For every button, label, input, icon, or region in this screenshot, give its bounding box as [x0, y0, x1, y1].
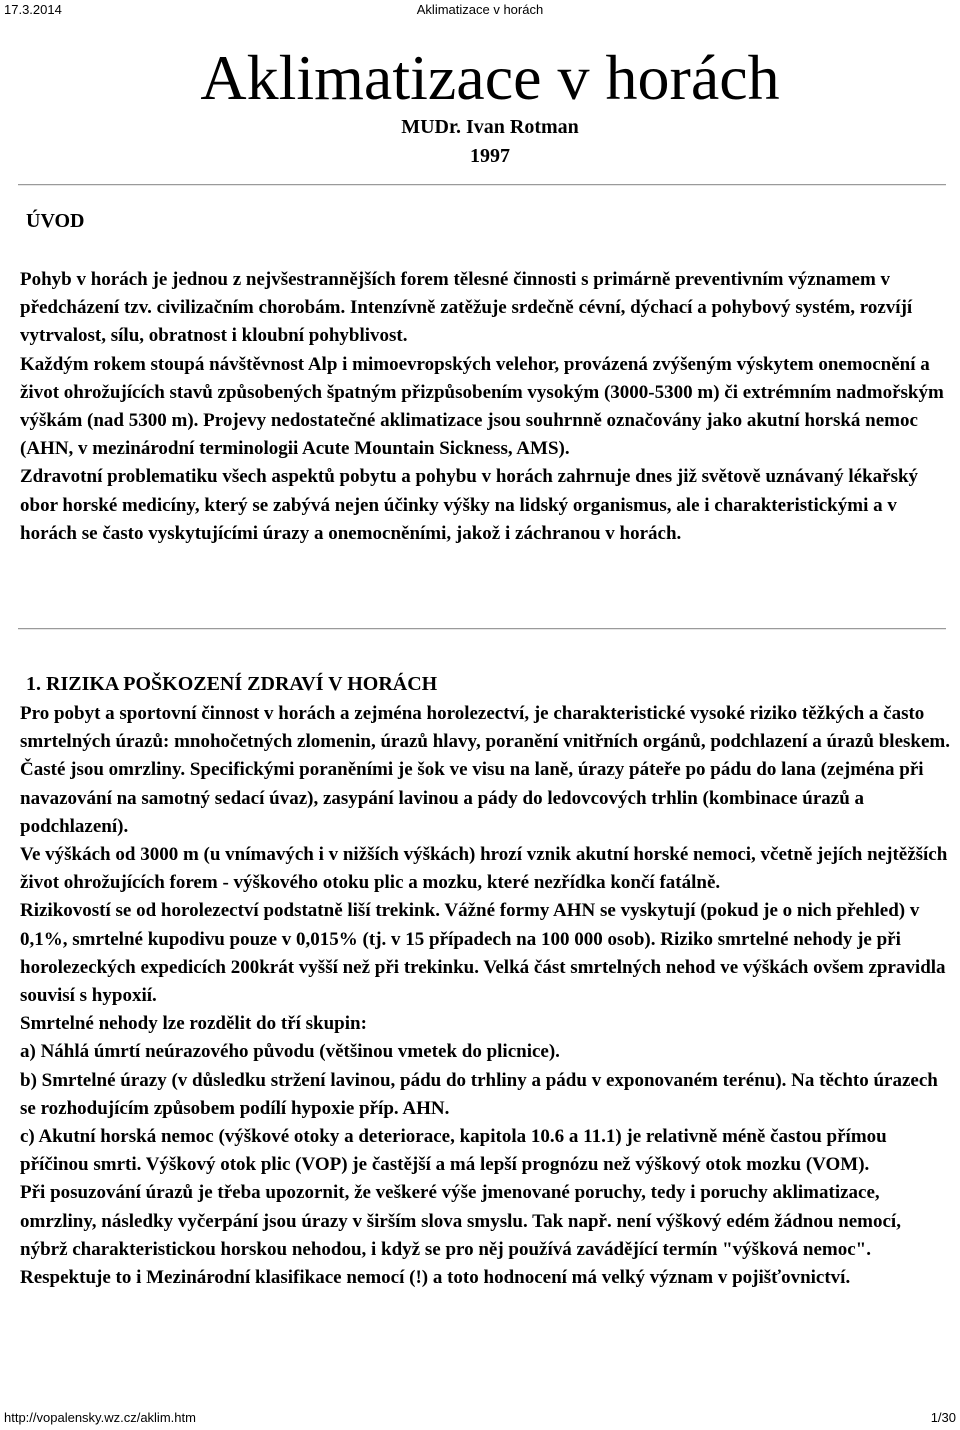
print-header	[0, 2, 960, 20]
author: MUDr. Ivan Rotman	[401, 116, 579, 138]
section-heading-rizika: 1. RIZIKA POŠKOZENÍ ZDRAVÍ V HORÁCH	[26, 673, 438, 695]
paragraph: Pro pobyt a sportovní činnost v horách a zejména horolezectví, je charakteristické vysoké riziko těžkých a často smrtelných úrazů: mnohočetných zlomenin, úrazů hlavy, poranění vnitřních orgánů, podchlazení a úrazů bleskem. Časté jsou omrzliny. Specifickými poraněními je šok ve visu na laně, úrazy páteře po pádu do lana (zejména při navazování na samotný sedací úvaz), zasypání lavinou a pády do ledovcových trhlin (kombinace úrazů a podchlazení).	[20, 703, 950, 837]
paragraph: Pohyb v horách je jednou z nejvšestrannějších forem tělesné činnosti s primárně preventivním významem v předcházení tzv. civilizačním chorobám. Intenzívně zatěžuje srdečně cévní, dýchací a pohybový systém, rozvíjí vytrvalost, sílu, obratnost i kloubní pohyblivost.	[20, 269, 913, 347]
print-url: http://vopalensky.wz.cz/aklim.htm	[4, 1410, 196, 1425]
paragraph: Zdravotní problematiku všech aspektů pobytu a pohybu v horách zahrnuje dnes již světově uznávaný lékařský obor horské medicíny, který se zabývá nejen účinky výšky na lidský organismus, ale i charakteristickými a v horách se často vyskytujícími úrazy a onemocněními, jakož i záchranou v horách.	[20, 466, 919, 544]
print-footer	[0, 1410, 960, 1428]
paragraph: b) Smrtelné úrazy (v důsledku stržení lavinou, pádu do trhliny a pádu v exponovaném terénu). Na těchto úrazech se rozhodujícím způsobem podílí hypoxie příp. AHN.	[20, 1069, 938, 1119]
divider	[18, 184, 946, 186]
section-uvod	[20, 266, 950, 548]
divider	[18, 628, 946, 630]
section-rizika	[20, 700, 950, 1292]
paragraph: Při posuzování úrazů je třeba upozornit, že veškeré výše jmenované poruchy, tedy i poruchy aklimatizace, omrzliny, následky vyčerpání jsou úrazy v širším slova smyslu. Tak např. není výškový edém žádnou nemocí, nýbrž charakteristickou horskou nehodou, i když se pro něj používá zavádějící termín "výšková nemoc". Respektuje to i Mezinárodní klasifikace nemocí (!) a toto hodnocení má velký význam v pojišťovnictví.	[20, 1182, 901, 1289]
paragraph: Každým rokem stoupá návštěvnost Alp i mimoevropských velehor, provázená zvýšeným výskytem onemocnění a život ohrožujících stavů způsobených špatným přizpůsobením vysokým (3000-5300 m) či extrémním nadmořským výškám (nad 5300 m). Projevy nedostatečné aklimatizace jsou souhrnně označovány jako akutní horská nemoc (AHN, v mezinárodní terminologii Acute Mountain Sickness, AMS).	[20, 353, 944, 460]
print-page-number: 1/30	[930, 1410, 956, 1425]
paragraph: Rizikovostí se od horolezectví podstatně liší trekink. Vážné formy AHN se vyskytují (pokud je o nich přehled) v 0,1%, smrtelné kupodivu pouze v 0,015% (tj. v 15 případech na 100 000 osob). Riziko smrtelné nehody je při horolezeckých expedicích 200krát vyšší než při trekinku. Velká část smrtelných nehod ve výškách ovšem zpravidla souvisí s hypoxií.	[20, 900, 946, 1007]
page-title: Aklimatizace v horách	[200, 42, 780, 113]
section-heading-uvod: ÚVOD	[26, 210, 85, 232]
paragraph: Smrtelné nehody lze rozdělit do tří skupin:	[20, 1013, 367, 1035]
paragraph: Ve výškách od 3000 m (u vnímavých i v nižších výškách) hrozí vznik akutní horské nemoci, včetně jejích nejtěžších život ohrožujících forem - výškového otoku plic a mozku, které nezřídka končí fatálně.	[20, 844, 948, 894]
print-title: Aklimatizace v horách	[416, 2, 544, 17]
paragraph: a) Náhlá úmrtí neúrazového původu (většinou vmetek do plicnice).	[20, 1041, 560, 1063]
print-date: 17.3.2014	[4, 2, 62, 17]
year: 1997	[470, 145, 510, 167]
paragraph: c) Akutní horská nemoc (výškové otoky a deteriorace, kapitola 10.6 a 11.1) je relativně méně častou přímou příčinou smrti. Výškový otok plic (VOP) je častější a má lepší prognózu než výškový otok mozku (VOM).	[20, 1126, 887, 1176]
